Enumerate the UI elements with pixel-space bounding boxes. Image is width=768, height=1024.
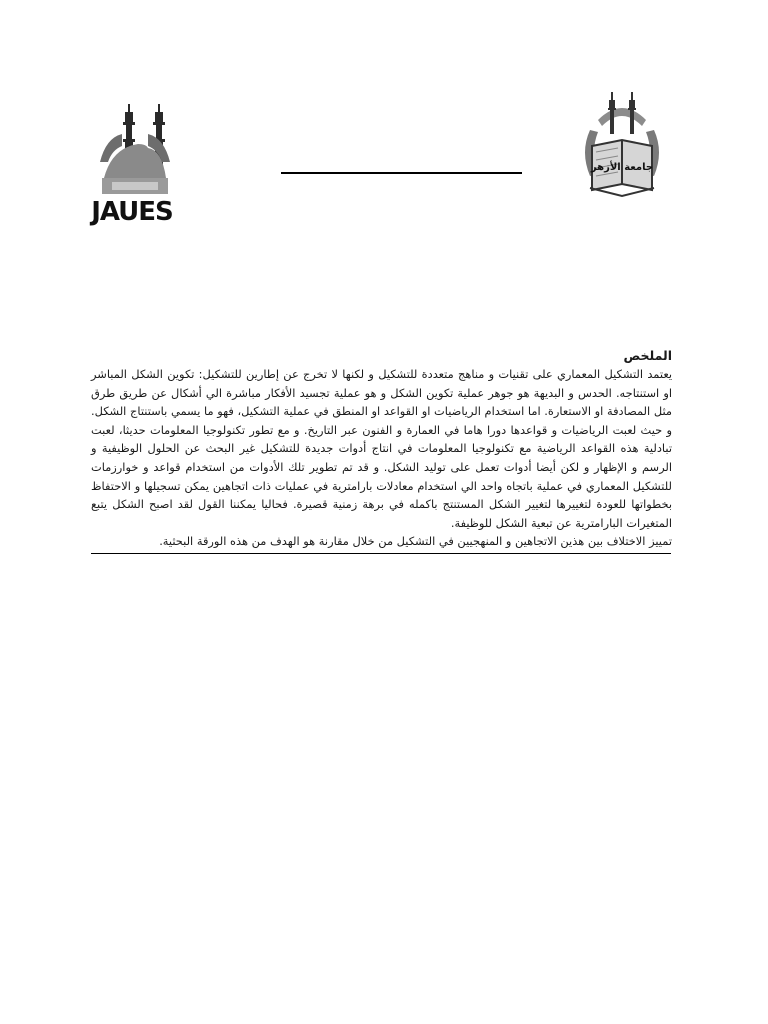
azhar-seal-text: جامعة الأزهر (590, 162, 654, 173)
jaues-logo (82, 98, 184, 226)
minaret-logo-icon (82, 98, 184, 226)
header-rule (281, 172, 522, 174)
jaues-logo-text: JAUES (91, 197, 173, 226)
abstract-section (91, 347, 672, 550)
azhar-university-seal-icon (572, 90, 672, 202)
abstract-body: يعتمد التشكيل المعماري على تقنيات و مناهج متعددة للتشكيل و لكنها لا تخرج عن إطارين للتشكيل: تكوين الشكل المباشر او استنتاجه. الحدس و البديهة هو جوهر عملية تكوين الشكل و هو عملية تجسيد الأفكار مباشرة الي أشكال عن طريق طرق مثل المصادفة او الاستعارة. اما استخدام الرياضيات او القواعد او المنطق في عملية التشكيل، فهو ما يسمي باستنتاج الشكل. و حيث لعبت الرياضيات و قواعدها دورا هاما في العمارة و الفنون عبر التاريخ. و مع تطور تكنولوجيا المعلومات حديثا، لعبت تبادلية هذه القواعد الرياضية مع تكنولوجيا المعلومات في انتاج أدوات جديدة للتشكيل غير البحث عن الحلول الوظيفية و الرسم و الإظهار و لكن أيضا أدوات تعمل على توليد الشكل. و قد تم تطوير تلك الأدوات من استخدام قواعد و خوارزمات للتشكيل المعماري في عملية باتجاه واحد الي استخدام معادلات بارامترية في عمليات ذات اتجاهين يمكن تسجيلها و الاحتفاظ بخطواتها للعودة لتغييرها لتغيير الشكل المستنتج باكمله في برهة زمنية قصيرة. فحاليا يمكننا القول لقد اصبح الشكل يتبع المتغيرات البارامترية عن تبعية الشكل للوظيفة. (91, 367, 672, 530)
abstract-bottom-rule (91, 553, 671, 554)
azhar-university-seal (572, 90, 672, 202)
abstract-conclusion: تمييز الاختلاف بين هذين الاتجاهين و المنهجيين في التشكيل من خلال مقارنة هو الهدف من هذه الورقة البحثية. (159, 534, 672, 549)
abstract-title: الملخص (623, 348, 672, 363)
